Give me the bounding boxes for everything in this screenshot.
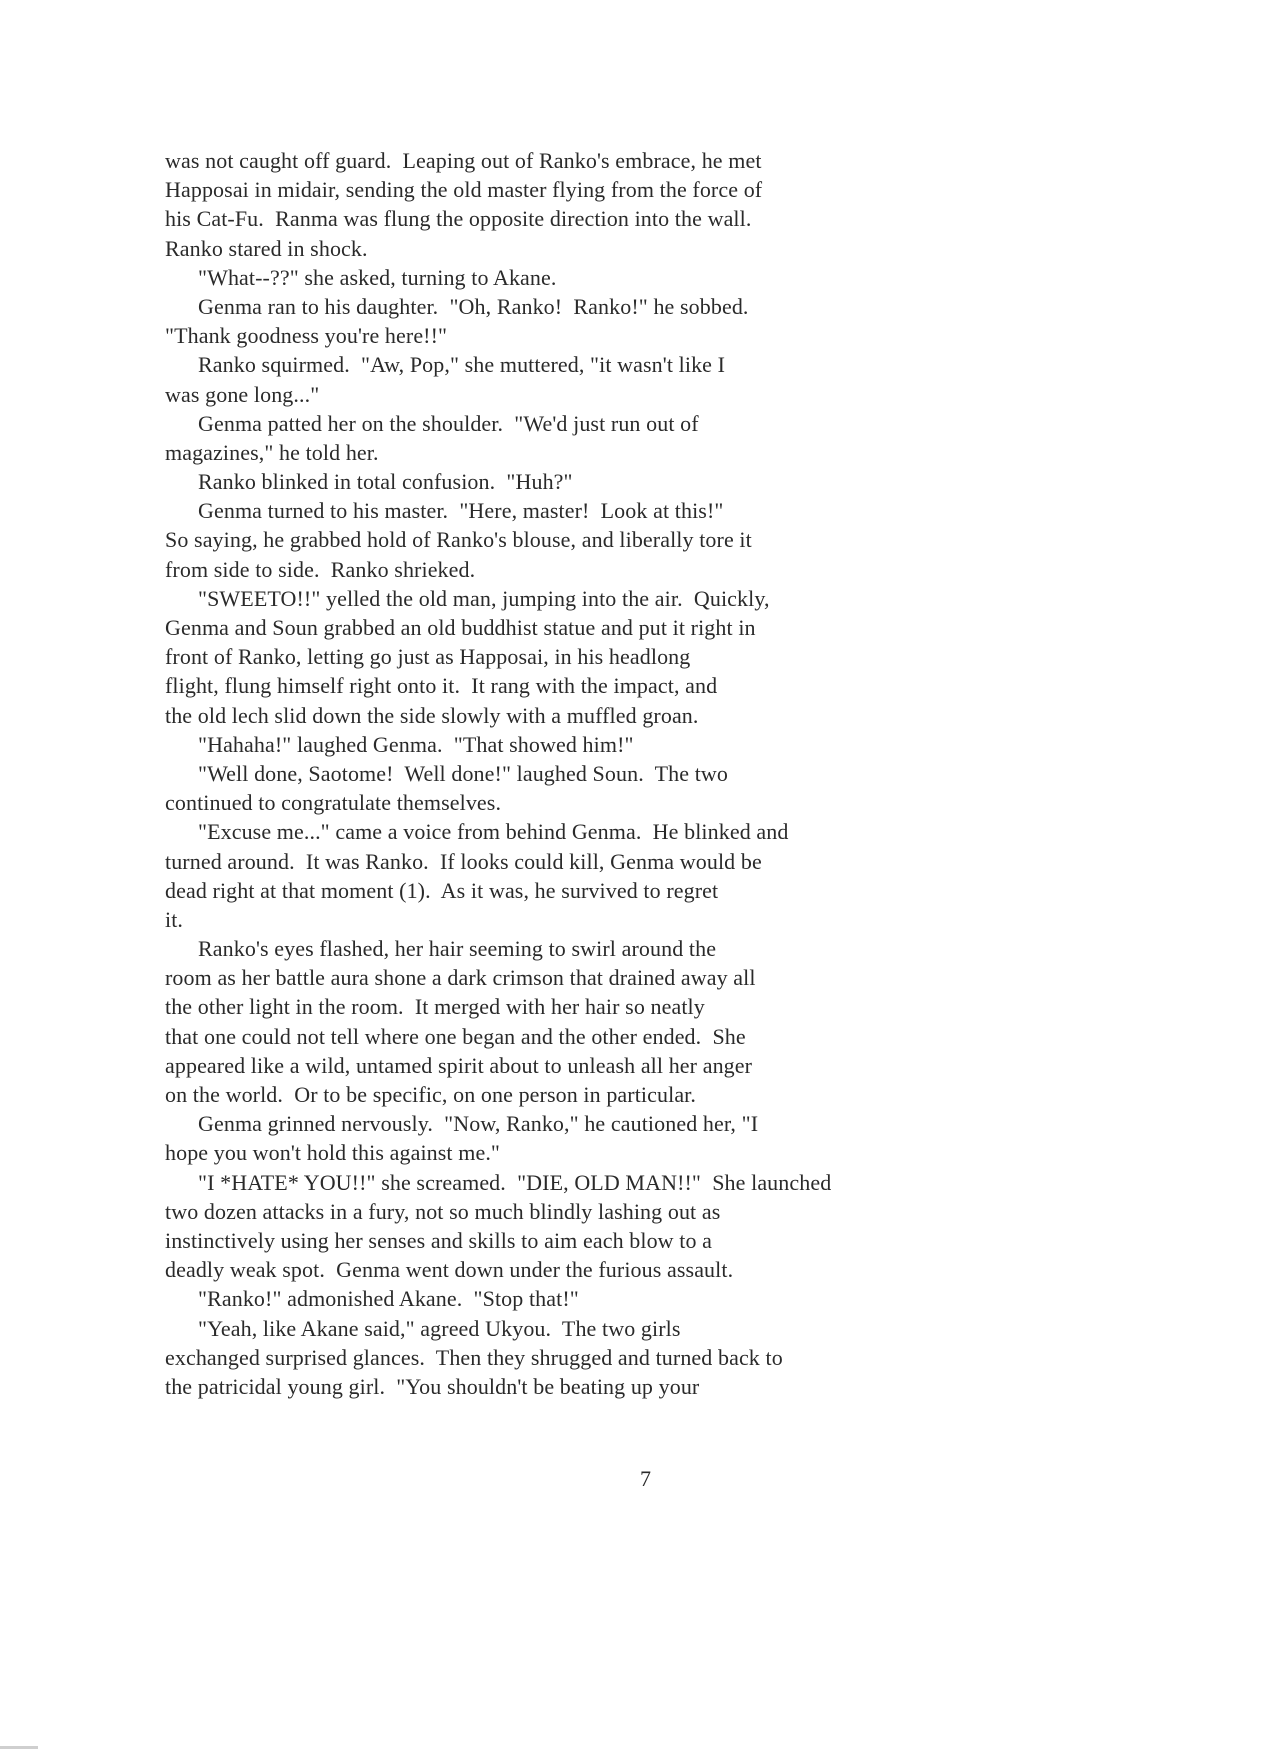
text-line: deadly weak spot. Genma went down under the furious assault. xyxy=(165,1257,734,1283)
text-line: was gone long..." xyxy=(165,381,320,407)
text-line: the other light in the room. It merged with her hair so neatly xyxy=(165,994,705,1020)
text-line: Happosai in midair, sending the old master flying from the force of xyxy=(165,177,763,203)
text-line: "I *HATE* YOU!!" she screamed. "DIE, OLD MAN!!" She launched xyxy=(198,1169,832,1195)
text-line: "Well done, Saotome! Well done!" laughed Soun. The two xyxy=(198,760,729,786)
text-line: "Thank goodness you're here!!" xyxy=(165,323,448,349)
text-line: "Yeah, like Akane said," agreed Ukyou. The two girls xyxy=(198,1315,681,1341)
text-line: front of Ranko, letting go just as Happosai, in his headlong xyxy=(165,644,691,670)
text-line: two dozen attacks in a fury, not so much blindly lashing out as xyxy=(165,1198,721,1224)
text-line: from side to side. Ranko shrieked. xyxy=(165,556,476,582)
text-line: "SWEETO!!" yelled the old man, jumping into the air. Quickly, xyxy=(198,585,770,611)
text-line: the old lech slid down the side slowly with a muffled groan. xyxy=(165,702,699,728)
text-line: that one could not tell where one began and the other ended. She xyxy=(165,1023,746,1049)
text-line: Ranko blinked in total confusion. "Huh?" xyxy=(198,469,573,495)
text-line: hope you won't hold this against me." xyxy=(165,1140,500,1166)
text-line: dead right at that moment (1). As it was, he survived to regret xyxy=(165,877,719,903)
text-line: room as her battle aura shone a dark crimson that drained away all xyxy=(165,965,756,991)
text-line: Genma patted her on the shoulder. "We'd just run out of xyxy=(198,410,699,436)
text-line: instinctively using her senses and skills to aim each blow to a xyxy=(165,1227,713,1253)
text-line: turned around. It was Ranko. If looks could kill, Genma would be xyxy=(165,848,762,874)
text-line: continued to congratulate themselves. xyxy=(165,790,502,816)
text-line: his Cat-Fu. Ranma was flung the opposite direction into the wall. xyxy=(165,206,752,232)
text-line: "What--??" she asked, turning to Akane. xyxy=(198,264,557,290)
text-line: on the world. Or to be specific, on one person in particular. xyxy=(165,1082,696,1107)
text-line: appeared like a wild, untamed spirit about to unleash all her anger xyxy=(165,1052,753,1078)
text-line: the patricidal young girl. "You shouldn't be beating up your xyxy=(165,1373,700,1399)
text-line: Genma grinned nervously. "Now, Ranko," he cautioned her, "I xyxy=(198,1111,759,1137)
text-line: magazines," he told her. xyxy=(165,439,379,465)
text-line: "Excuse me..." came a voice from behind Genma. He blinked and xyxy=(198,819,789,845)
text-line: Ranko stared in shock. xyxy=(165,235,368,261)
text-line: exchanged surprised glances. Then they shrugged and turned back to xyxy=(165,1344,783,1370)
text-line: Genma turned to his master. "Here, master! Look at this!" xyxy=(198,498,724,524)
text-line: flight, flung himself right onto it. It rang with the impact, and xyxy=(165,673,718,699)
text-line: "Hahaha!" laughed Genma. "That showed him!" xyxy=(198,731,634,757)
story-text xyxy=(165,146,1165,1401)
text-line: So saying, he grabbed hold of Ranko's blouse, and liberally tore it xyxy=(165,527,752,553)
text-line: "Ranko!" admonished Akane. "Stop that!" xyxy=(198,1286,579,1312)
text-line: Genma ran to his daughter. "Oh, Ranko! Ranko!" he sobbed. xyxy=(198,293,749,319)
text-line: it. xyxy=(165,906,184,932)
page-number: 7 xyxy=(640,1466,651,1491)
text-line: Ranko squirmed. "Aw, Pop," she muttered, "it wasn't like I xyxy=(198,352,726,378)
text-line: Genma and Soun grabbed an old buddhist statue and put it right in xyxy=(165,615,756,640)
text-line: was not caught off guard. Leaping out of Ranko's embrace, he met xyxy=(165,148,762,173)
text-line: Ranko's eyes flashed, her hair seeming to swirl around the xyxy=(198,936,717,962)
scan-edge-mark xyxy=(0,1746,38,1749)
